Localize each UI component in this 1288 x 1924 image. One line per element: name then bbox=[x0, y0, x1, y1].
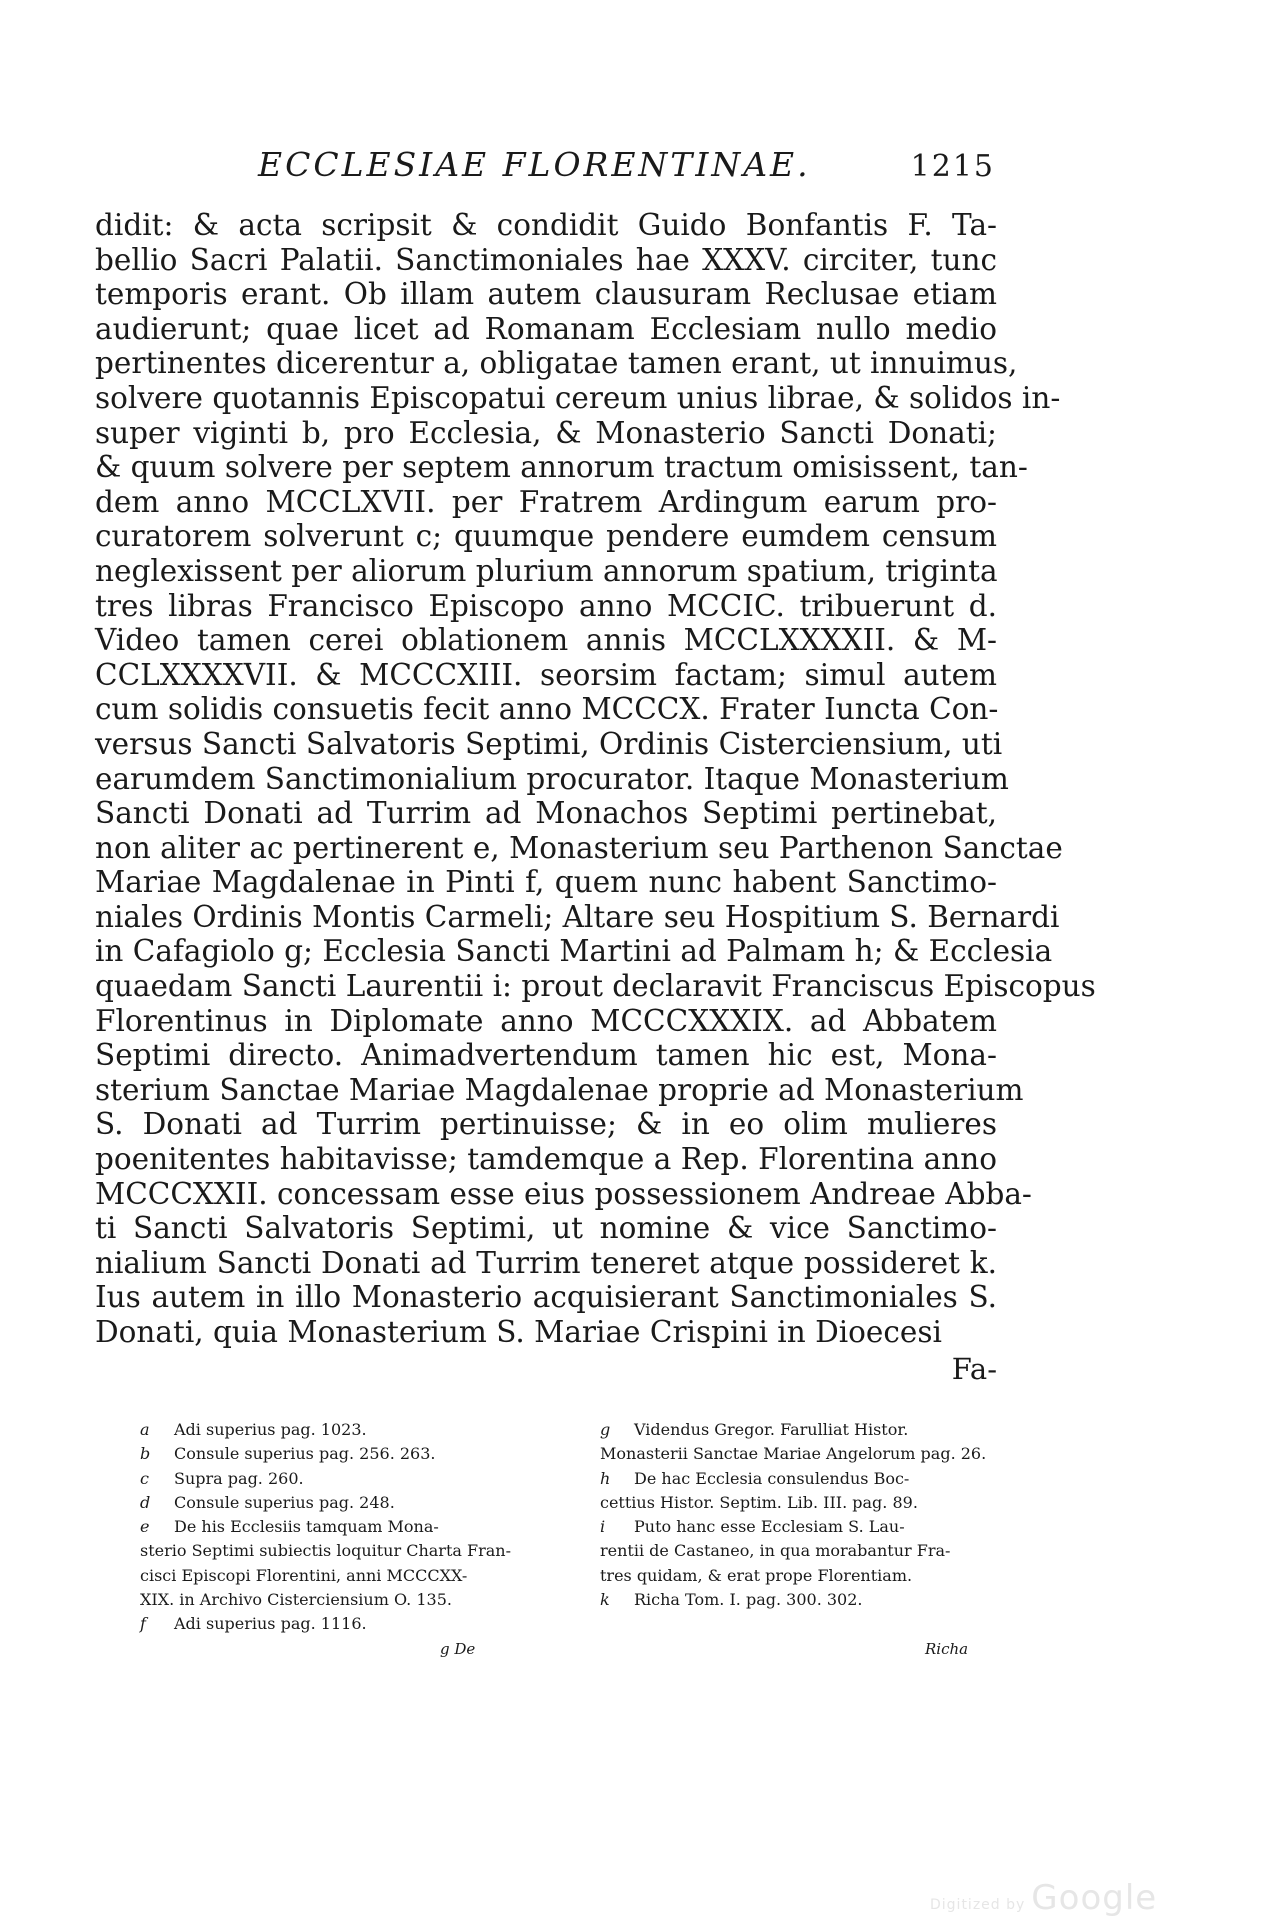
footnote bbox=[140, 1467, 550, 1491]
footnote-mark: d bbox=[140, 1492, 151, 1512]
footnote bbox=[600, 1515, 1010, 1539]
footnote-continuation bbox=[600, 1564, 1010, 1588]
body-line: pertinentes dicerentur a, obligatae tamen erant, ut innuimus, bbox=[95, 346, 1018, 381]
body-line: poenitentes habitavisse; tamdemque a Rep. Florentina anno bbox=[95, 1142, 997, 1177]
footnote bbox=[600, 1418, 1010, 1442]
body-text bbox=[95, 208, 1096, 1350]
page-number: 1215 bbox=[910, 149, 995, 184]
body-line: Florentinus in Diplomate anno MCCCXXXIX. ad Abbatem bbox=[95, 1003, 997, 1038]
footnote-text: sterio Septimi subiectis loquitur Charta Fran- bbox=[140, 1541, 512, 1561]
footnote-continuation bbox=[140, 1539, 550, 1563]
footnote-catchword-right: Richa bbox=[925, 1640, 969, 1658]
footnote bbox=[600, 1467, 1010, 1491]
body-line: CCLXXXXVII. & MCCCXIII. seorsim factam; simul autem bbox=[95, 657, 997, 692]
body-line: quaedam Sancti Laurentii i: prout declaravit Franciscus Episcopus bbox=[95, 969, 1096, 1004]
body-line: nialium Sancti Donati ad Turrim teneret atque possideret k. bbox=[95, 1245, 997, 1280]
footnote-text: Monasterii Sanctae Mariae Angelorum pag. 26. bbox=[600, 1444, 987, 1464]
footnote-text: tres quidam, & erat prope Florentiam. bbox=[600, 1565, 913, 1585]
footnote bbox=[140, 1491, 550, 1515]
footnote-continuation bbox=[600, 1442, 1010, 1466]
body-line: tres libras Francisco Episcopo anno MCCIC. tribuerunt d. bbox=[95, 588, 997, 623]
footnote-mark: a bbox=[140, 1420, 150, 1439]
body-line: Video tamen cerei oblationem annis MCCLXXXXII. & M- bbox=[95, 623, 997, 658]
footnote-mark: k bbox=[600, 1590, 610, 1610]
body-line: solvere quotannis Episcopatui cereum unius librae, & solidos in- bbox=[95, 380, 1061, 415]
body-line: sterium Sanctae Mariae Magdalenae proprie ad Monasterium bbox=[95, 1072, 1024, 1107]
footnote-text: cisci Episcopi Florentini, anni MCCCXX- bbox=[140, 1565, 468, 1585]
body-line: audierunt; quae licet ad Romanam Ecclesiam nullo medio bbox=[95, 311, 997, 346]
body-line: non aliter ac pertinerent e, Monasterium seu Parthenon Sanctae bbox=[95, 830, 1063, 865]
footnote-continuation bbox=[600, 1539, 1010, 1563]
catchword: Fa- bbox=[951, 1352, 997, 1386]
watermark-brand: Google bbox=[1031, 1878, 1158, 1918]
footnote-text: rentii de Castaneo, in qua morabantur Fra- bbox=[600, 1541, 951, 1561]
body-line: & quum solvere per septem annorum tractum omisissent, tan- bbox=[95, 450, 1028, 485]
footnote-text: Adi superius pag. 1116. bbox=[174, 1614, 367, 1634]
body-line: bellio Sacri Palatii. Sanctimoniales hae XXXV. circiter, tunc bbox=[95, 242, 997, 277]
watermark-prefix: Digitized by bbox=[930, 1897, 1026, 1913]
body-line: curatorem solverunt c; quumque pendere eumdem censum bbox=[95, 519, 997, 554]
body-line: versus Sancti Salvatoris Septimi, Ordinis Cisterciensium, uti bbox=[95, 726, 1003, 761]
footnote bbox=[140, 1418, 550, 1442]
footnote-text: Adi superius pag. 1023. bbox=[174, 1420, 367, 1439]
body-line: super viginti b, pro Ecclesia, & Monasterio Sancti Donati; bbox=[95, 415, 997, 450]
footnote-text: XIX. in Archivo Cisterciensium O. 135. bbox=[140, 1590, 452, 1610]
body-line: S. Donati ad Turrim pertinuisse; & in eo olim mulieres bbox=[95, 1107, 997, 1142]
footnote-mark: f bbox=[140, 1614, 146, 1634]
body-line: Mariae Magdalenae in Pinti f, quem nunc habent Sanctimo- bbox=[95, 865, 997, 900]
footnote bbox=[600, 1588, 1010, 1612]
footnote-mark: h bbox=[600, 1468, 611, 1488]
body-line: ti Sancti Salvatoris Septimi, ut nomine & vice Sanctimo- bbox=[95, 1211, 997, 1246]
footnote-mark: c bbox=[140, 1468, 149, 1488]
body-line: Ius autem in illo Monasterio acquisierant Sanctimoniales S. bbox=[95, 1280, 997, 1315]
body-line: Septimi directo. Animadvertendum tamen hic est, Mona- bbox=[95, 1038, 997, 1073]
footnote bbox=[140, 1515, 550, 1539]
body-line: niales Ordinis Montis Carmeli; Altare seu Hospitium S. Bernardi bbox=[95, 899, 1060, 934]
running-head bbox=[95, 145, 995, 184]
footnote-text: Videndus Gregor. Farulliat Histor. bbox=[634, 1420, 909, 1439]
body-line: earumdem Sanctimonialium procurator. Itaque Monasterium bbox=[95, 761, 1009, 796]
footnote-catchword-left: g De bbox=[440, 1640, 476, 1658]
footnote-continuation bbox=[140, 1588, 550, 1612]
footnote bbox=[140, 1442, 550, 1466]
body-line: Sancti Donati ad Turrim ad Monachos Septimi pertinebat, bbox=[95, 796, 997, 831]
footnote-mark: e bbox=[140, 1517, 150, 1537]
footnote-text: De his Ecclesiis tamquam Mona- bbox=[174, 1517, 439, 1537]
footnote bbox=[140, 1612, 550, 1636]
body-line: neglexissent per aliorum plurium annorum spatium, triginta bbox=[95, 553, 998, 588]
footnote-catchwords bbox=[0, 1640, 1288, 1670]
body-line: in Cafagiolo g; Ecclesia Sancti Martini ad Palmam h; & Ecclesia bbox=[95, 934, 1053, 969]
footnotes bbox=[140, 1418, 1010, 1637]
footnote-mark: g bbox=[600, 1420, 611, 1439]
body-line: didit: & acta scripsit & condidit Guido Bonfantis F. Ta- bbox=[95, 208, 997, 242]
body-line: Donati, quia Monasterium S. Mariae Crispini in Dioecesi bbox=[95, 1315, 942, 1349]
footnote-text: cettius Histor. Septim. Lib. III. pag. 89. bbox=[600, 1492, 918, 1512]
footnote-mark: i bbox=[600, 1517, 606, 1537]
body-line: MCCCXXII. concessam esse eius possessionem Andreae Abba- bbox=[95, 1176, 1032, 1211]
footnote-text: Consule superius pag. 248. bbox=[174, 1492, 395, 1512]
footnotes-right-column bbox=[600, 1418, 1010, 1637]
footnote-continuation bbox=[140, 1564, 550, 1588]
body-line: dem anno MCCLXVII. per Fratrem Ardingum earum pro- bbox=[95, 484, 997, 519]
body-line: cum solidis consuetis fecit anno MCCCX. Frater Iuncta Con- bbox=[95, 692, 999, 727]
footnote-continuation bbox=[600, 1491, 1010, 1515]
footnote-text: Supra pag. 260. bbox=[174, 1468, 304, 1488]
footnote-text: Richa Tom. I. pag. 300. 302. bbox=[634, 1590, 863, 1610]
footnotes-left-column bbox=[140, 1418, 550, 1637]
body-line: temporis erant. Ob illam autem clausuram Reclusae etiam bbox=[95, 277, 997, 312]
footnote-text: Consule superius pag. 256. 263. bbox=[174, 1444, 436, 1464]
running-title: ECCLESIAE FLORENTINAE. bbox=[257, 145, 811, 184]
footnote-text: Puto hanc esse Ecclesiam S. Lau- bbox=[634, 1517, 905, 1537]
digitized-watermark bbox=[930, 1878, 1157, 1918]
footnote-text: De hac Ecclesia consulendus Boc- bbox=[634, 1468, 910, 1488]
footnote-mark: b bbox=[140, 1444, 151, 1464]
